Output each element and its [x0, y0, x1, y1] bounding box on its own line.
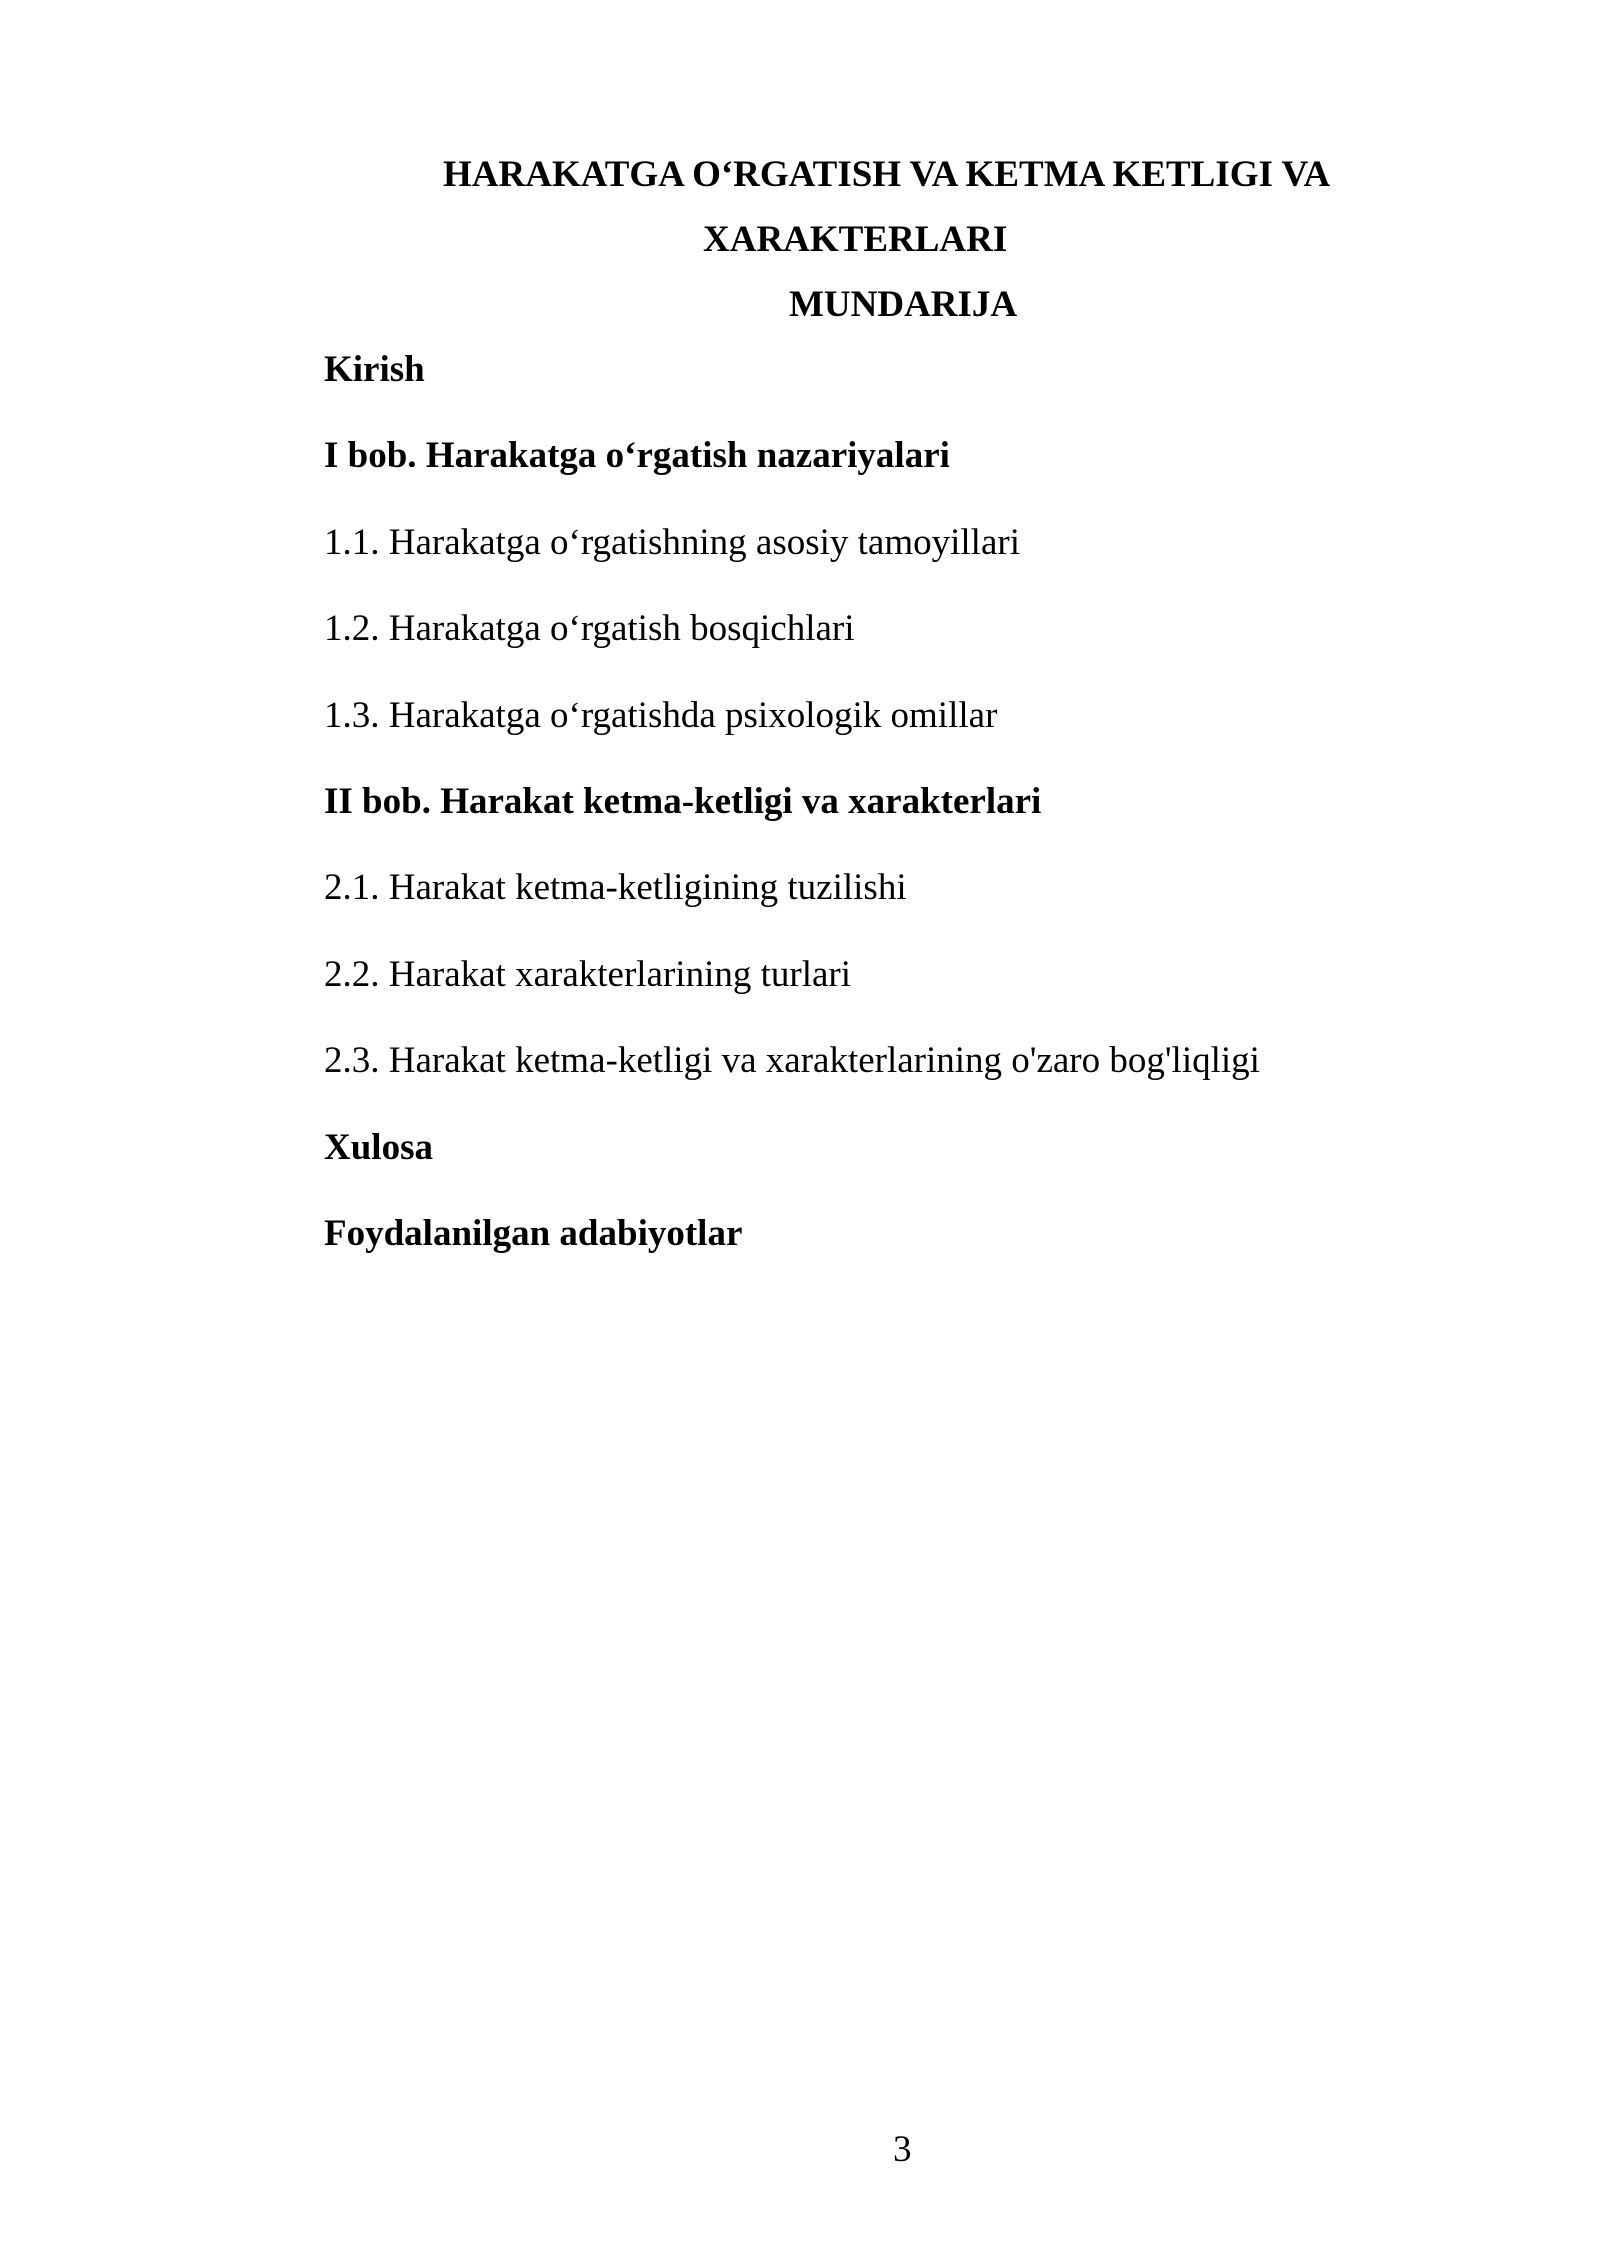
document-title-line-2: XARAKTERLARI — [703, 219, 1008, 260]
contents-heading: MUNDARIJA — [789, 284, 1018, 325]
toc-entry-chapter-2: II bob. Harakat ketma-ketligi va xarakterlari — [324, 781, 1042, 822]
toc-entry-section-2-2: 2.2. Harakat xarakterlarining turlari — [324, 954, 852, 995]
page-number: 3 — [893, 2129, 912, 2170]
toc-entry-section-1-1: 1.1. Harakatga o‘rgatishning asosiy tamoyillari — [324, 522, 1020, 563]
toc-entry-references: Foydalanilgan adabiyotlar — [324, 1213, 743, 1254]
document-title-line-1: HARAKATGA O‘RGATISH VA KETMA KETLIGI VA — [443, 154, 1331, 195]
toc-entry-section-2-1: 2.1. Harakat ketma-ketligining tuzilishi — [324, 867, 907, 908]
toc-entry-section-1-3: 1.3. Harakatga o‘rgatishda psixologik omillar — [324, 695, 998, 736]
toc-entry-introduction: Kirish — [324, 349, 425, 390]
toc-entry-section-1-2: 1.2. Harakatga o‘rgatish bosqichlari — [324, 608, 855, 649]
toc-entry-conclusion: Xulosa — [324, 1127, 433, 1168]
toc-entry-section-2-3: 2.3. Harakat ketma-ketligi va xarakterlarining o'zaro bog'liqligi — [324, 1040, 1260, 1081]
toc-entry-chapter-1: I bob. Harakatga o‘rgatish nazariyalari — [324, 435, 950, 476]
